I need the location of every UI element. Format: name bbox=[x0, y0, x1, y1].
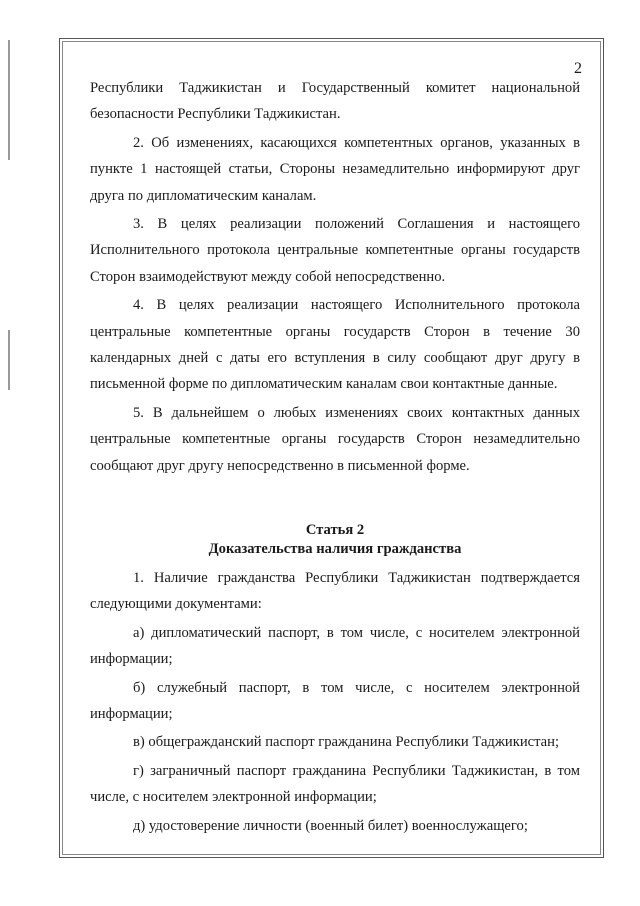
article1-continuation bbox=[90, 75, 580, 479]
list-item-a: а) дипломатический паспорт, в том числе, с носителем электронной информации; bbox=[90, 624, 580, 668]
paragraph-2: 2. Об изменениях, касающихся компетентных органов, указанных в пункте 1 настоящей статьи, Стороны незамедлительно информируют друг друга по дипломатическим каналам. bbox=[90, 134, 580, 204]
scan-edge-mark bbox=[8, 330, 10, 390]
paragraph-continuation: Республики Таджикистан и Государственный комитет национальной безопасности Республики Таджикистан. bbox=[90, 80, 580, 123]
article2-body bbox=[90, 565, 580, 839]
list-item-b: б) служебный паспорт, в том числе, с носителем электронной информации; bbox=[90, 679, 580, 723]
scan-edge-mark bbox=[8, 40, 10, 160]
article-title: Статья 2 bbox=[305, 522, 365, 538]
paragraph-3: 3. В целях реализации положений Соглашения и настоящего Исполнительного протокола центральные компетентные органы государств Сторон взаимодействуют между собой непосредственно. bbox=[90, 216, 580, 285]
paragraph-5: 5. В дальнейшем о любых изменениях своих контактных данных центральные компетентные органы государств Сторон незамедлительно сообщают друг другу непосредственно в письменной форме. bbox=[90, 404, 580, 474]
list-item-g: г) заграничный паспорт гражданина Республики Таджикистан, в том числе, с носителем электронной информации; bbox=[90, 762, 580, 806]
list-item-v: в) общегражданский паспорт гражданина Республики Таджикистан; bbox=[133, 734, 560, 751]
article-heading bbox=[90, 521, 580, 559]
paragraph-4: 4. В целях реализации настоящего Исполнительного протокола центральные компетентные органы государств Сторон в течение 30 календарных дней с даты его вступления в силу сообщают друг другу в письменной форме по дипломатическим каналам свои контактные данные. bbox=[90, 297, 580, 393]
paragraph-1: 1. Наличие гражданства Республики Таджикистан подтверждается следующими документами: bbox=[90, 570, 580, 613]
article-subtitle: Доказательства наличия гражданства bbox=[208, 541, 462, 557]
page-number: 2 bbox=[574, 60, 582, 77]
list-item-d: д) удостоверение личности (военный билет) военнослужащего; bbox=[133, 817, 528, 834]
